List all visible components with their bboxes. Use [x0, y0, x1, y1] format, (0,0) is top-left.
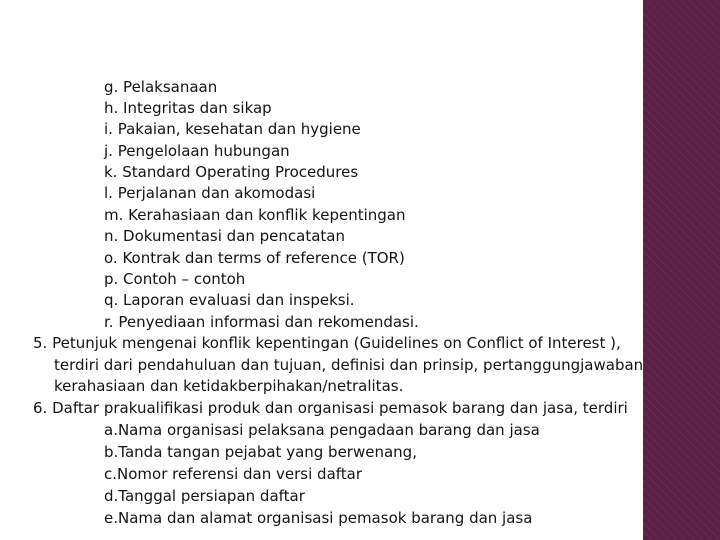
list-item: n. Dokumentasi dan pencatatan — [104, 227, 346, 245]
list-item: m. Kerahasiaan dan konflik kepentingan — [104, 206, 406, 224]
list-item: e.Nama dan alamat organisasi pemasok barang dan jasa — [104, 509, 533, 527]
list-item: g. Pelaksanaan — [104, 78, 218, 96]
list-item: d.Tanggal persiapan daftar — [104, 487, 305, 505]
list-item: q. Laporan evaluasi dan inspeksi. — [104, 291, 355, 309]
list-item: l. Perjalanan dan akomodasi — [104, 184, 316, 202]
list-item: j. Pengelolaan hubungan — [104, 142, 290, 160]
list-item: b.Tanda tangan pejabat yang berwenang, — [104, 443, 417, 461]
list-item: c.Nomor referensi dan versi daftar — [104, 465, 363, 483]
numbered-item-5-continuation: terdiri dari pendahuluan dan tujuan, definisi dan prinsip, pertanggungjawaban — [54, 356, 644, 374]
numbered-item-6: 6. Daftar prakualifikasi produk dan organisasi pemasok barang dan jasa, terdiri — [33, 399, 628, 417]
list-item: o. Kontrak dan terms of reference (TOR) — [104, 249, 405, 267]
numbered-item-5: 5. Petunjuk mengenai konflik kepentingan (Guidelines on Conflict of Interest ), — [33, 334, 621, 352]
list-item: k. Standard Operating Procedures — [104, 163, 359, 181]
list-item: a.Nama organisasi pelaksana pengadaan barang dan jasa — [104, 421, 540, 439]
list-item: i. Pakaian, kesehatan dan hygiene — [104, 120, 361, 138]
list-item: p. Contoh – contoh — [104, 270, 246, 288]
list-item: h. Integritas dan sikap — [104, 99, 272, 117]
list-item: r. Penyediaan informasi dan rekomendasi. — [104, 313, 419, 331]
numbered-item-5-continuation: kerahasiaan dan ketidakberpihakan/netralitas. — [54, 377, 404, 395]
